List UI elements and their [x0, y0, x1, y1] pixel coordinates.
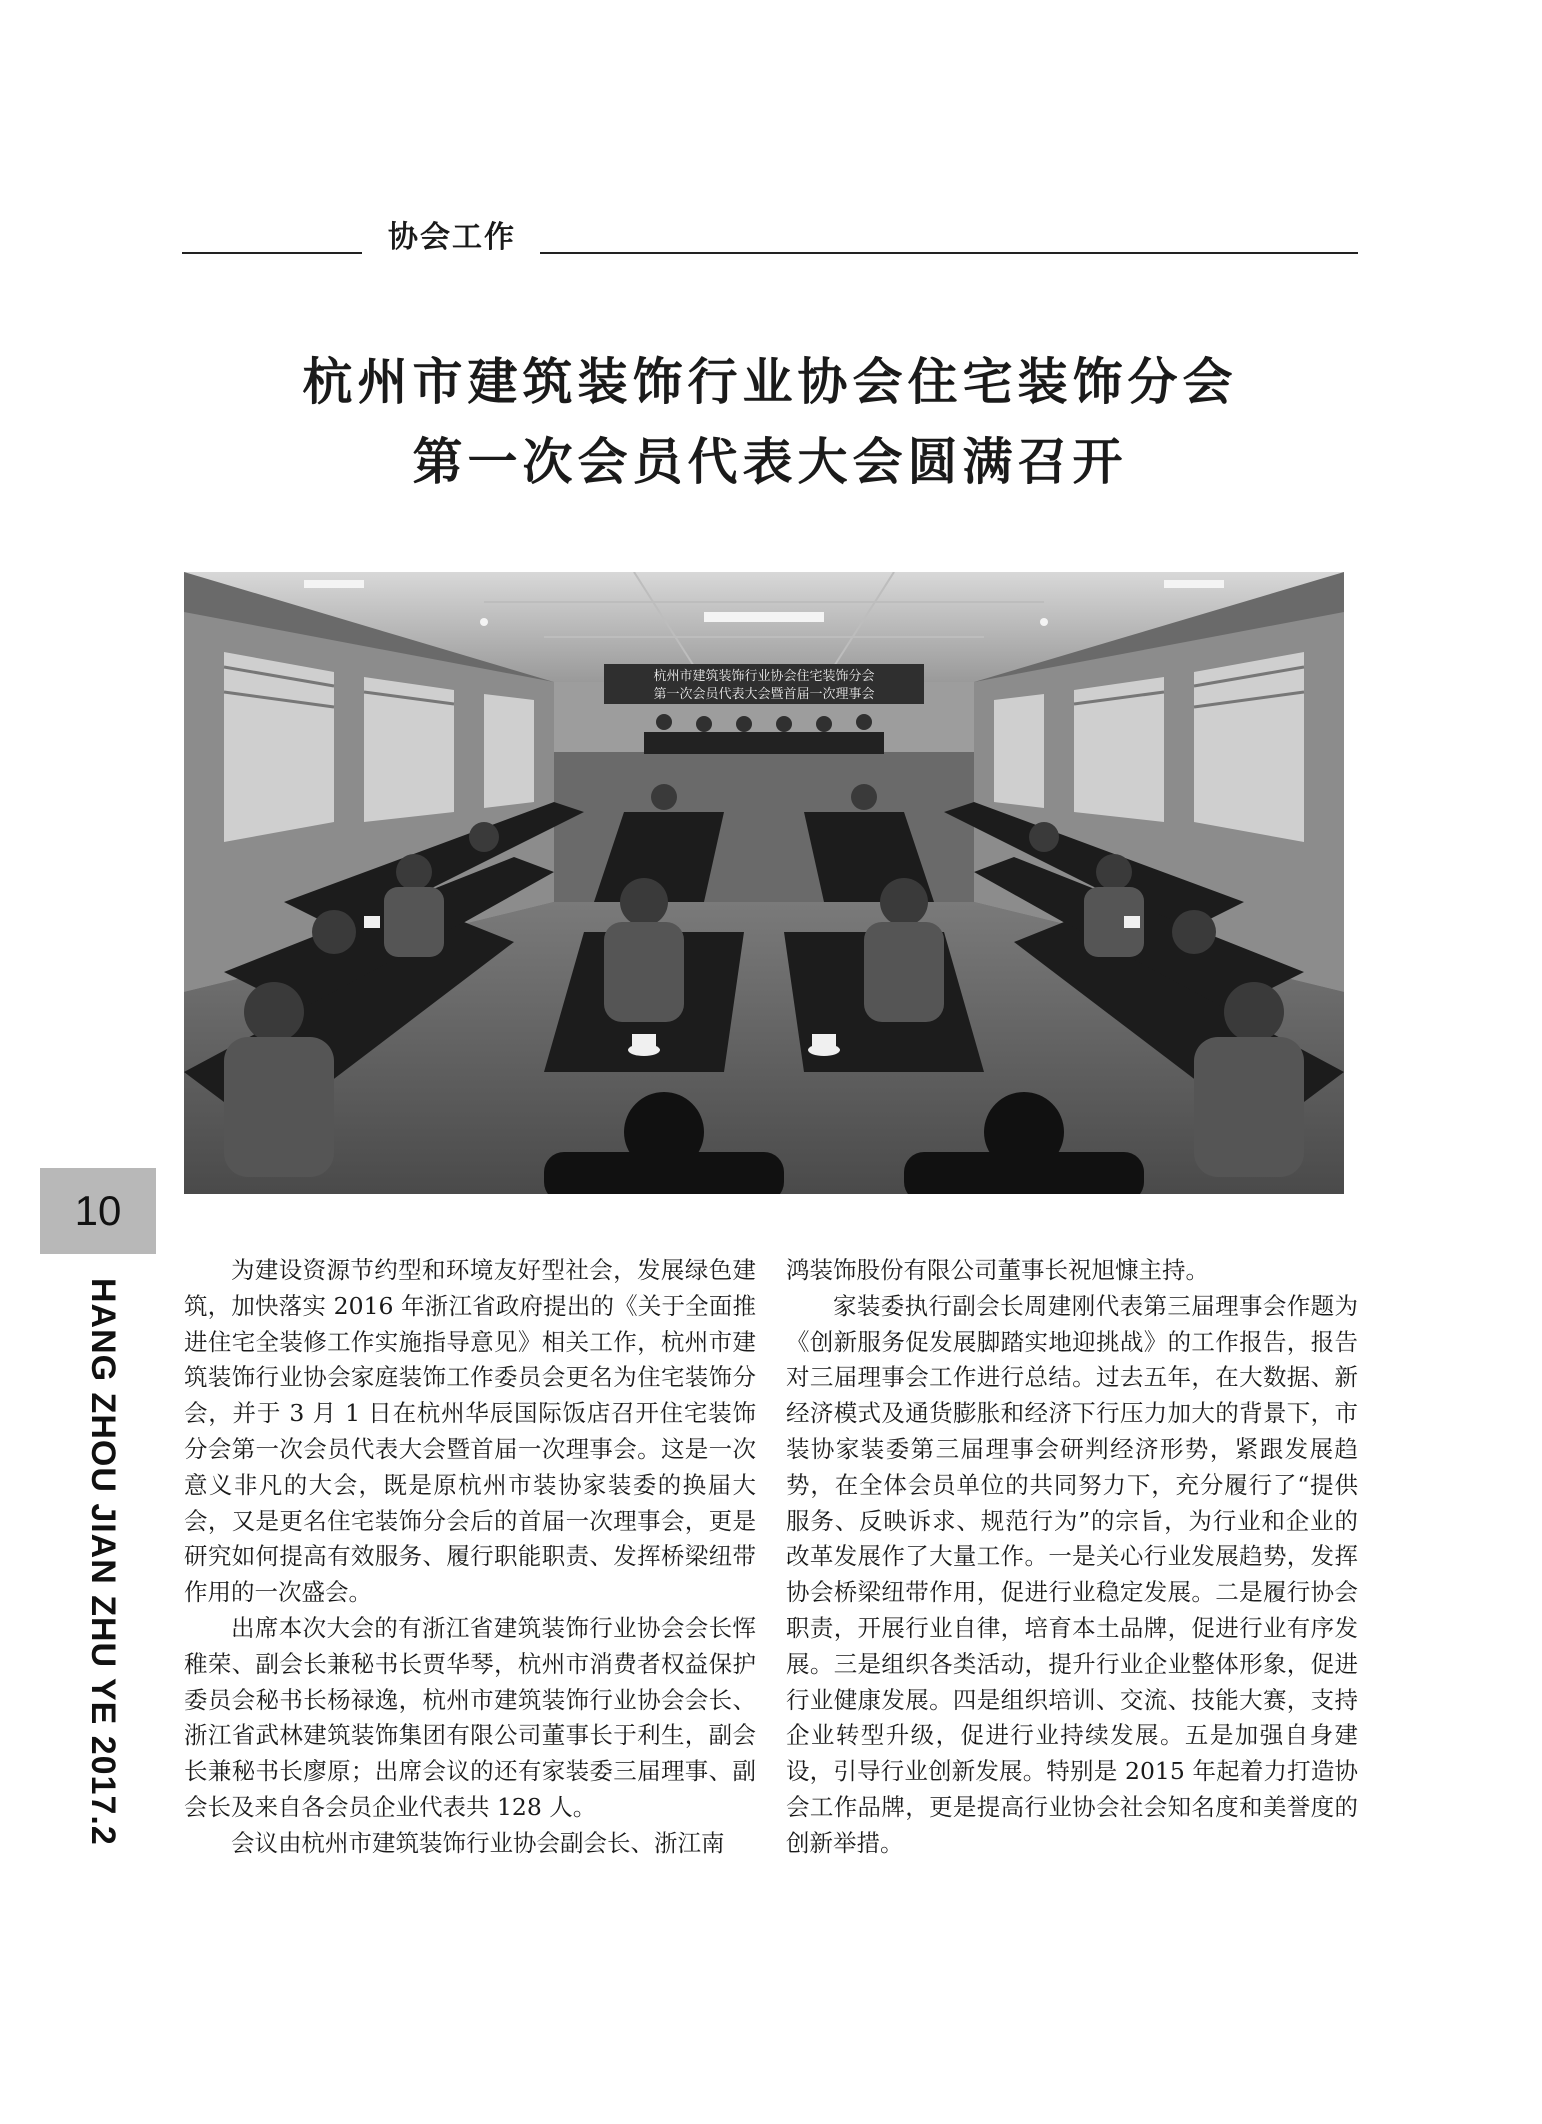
meeting-photo	[184, 572, 1344, 1194]
body-left-column	[184, 1253, 756, 1862]
journal-tag-text: HANG ZHOU JIAN ZHU YE 2017.2	[84, 1278, 122, 1846]
page-number: 10	[40, 1168, 156, 1254]
section-label: 协会工作	[388, 220, 516, 255]
paragraph: 出席本次大会的有浙江省建筑装饰行业协会会长恽稚荣、副会长兼秘书长贾华琴，杭州市消费者权益保护委员会秘书长杨禄逸，杭州市建筑装饰行业协会会长、浙江省武林建筑装饰集团有限公司董事长于利生，副会长兼秘书长廖原；出席会议的还有家装委三届理事、副会长及来自各会员企业代表共 128 人。	[184, 1613, 756, 1821]
article-title-line2: 第一次会员代表大会圆满召开	[412, 433, 1128, 491]
paragraph: 为建设资源节约型和环境友好型社会，发展绿色建筑，加快落实 2016 年浙江省政府提出的《关于全面推进住宅全装修工作实施指导意见》相关工作，杭州市建筑装饰行业协会家庭装饰工作委员会更名为住宅装饰分会，并于 3 月 1 日在杭州华辰国际饭店召开住宅装饰分会第一次会员代表大会暨首届一次理事会。这是一次意义非凡的大会，既是原杭州市装协家装委的换届大会，又是更名住宅装饰分会后的首届一次理事会，更是研究如何提高有效服务、履行职能职责、发挥桥梁纽带作用的一次盛会。	[184, 1256, 756, 1607]
paragraph: 会议由杭州市建筑装饰行业协会副会长、浙江南	[231, 1828, 725, 1857]
article-title-line1: 杭州市建筑装饰行业协会住宅装饰分会	[302, 353, 1238, 411]
paragraph: 家装委执行副会长周建刚代表第三届理事会作题为《创新服务促发展脚踏实地迎挑战》的工作报告，报告对三届理事会工作进行总结。过去五年，在大数据、新经济模式及通货膨胀和经济下行压力加大的背景下，市装协家装委第三届理事会研判经济形势，紧跟发展趋势，在全体会员单位的共同努力下，充分履行了“提供服务、反映诉求、规范行为”的宗旨，为行业和企业的改革发展作了大量工作。一是关心行业发展趋势，发挥协会桥梁纽带作用，促进行业稳定发展。二是履行协会职责，开展行业自律，培育本土品牌，促进行业有序发展。三是组织各类活动，提升行业企业整体形象，促进行业健康发展。四是组织培训、交流、技能大赛，支持企业转型升级，促进行业持续发展。五是加强自身建设，引导行业创新发展。特别是 2015 年起着力打造协会工作品牌，更是提高行业协会社会知名度和美誉度的创新举措。	[786, 1291, 1358, 1857]
banner-line2: 第一次会员代表大会暨首届一次理事会	[653, 687, 875, 702]
banner-line1: 杭州市建筑装饰行业协会住宅装饰分会	[653, 669, 875, 684]
section-rule-right	[540, 252, 1358, 254]
section-rule-left	[182, 252, 362, 254]
paragraph-continued: 鸿装饰股份有限公司董事长祝旭慷主持。	[786, 1256, 1209, 1284]
body-right-column	[786, 1253, 1358, 1862]
